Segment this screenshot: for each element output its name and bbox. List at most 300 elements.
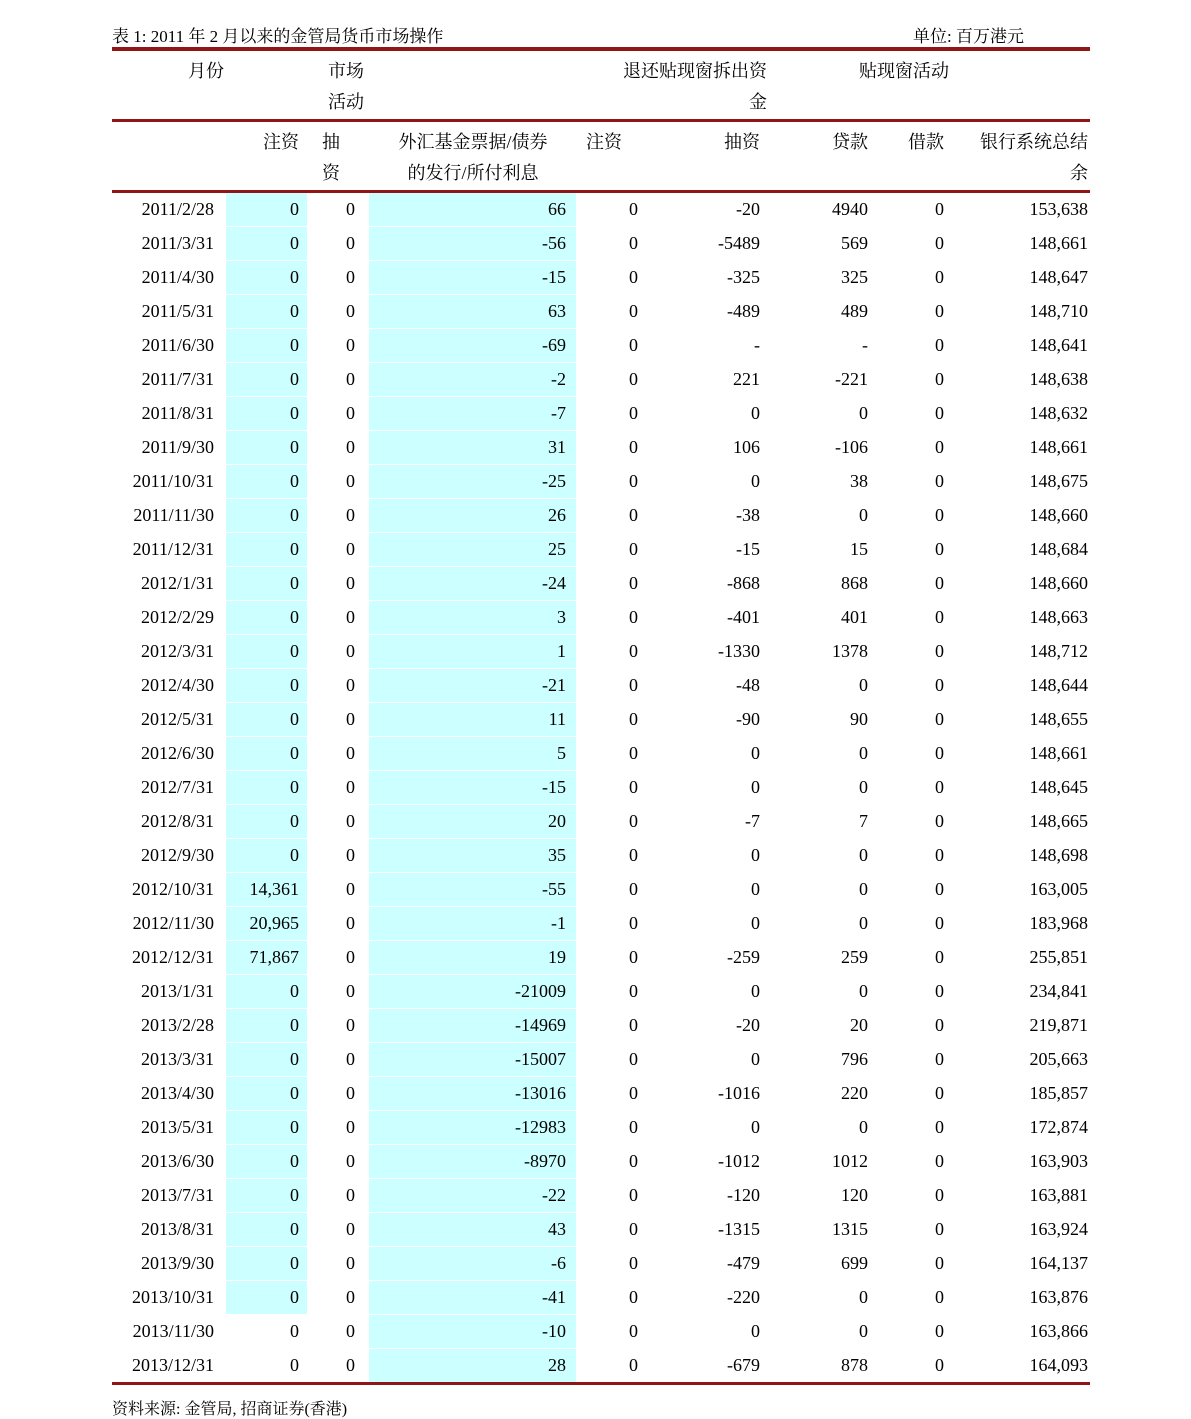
value-cell: 0 (629, 369, 638, 389)
value-cell: 0 (346, 1321, 355, 1341)
value-cell: 0 (935, 981, 944, 1001)
value-cell: 0 (629, 777, 638, 797)
date-cell: 2013/1/31 (140, 981, 214, 1001)
value-cell: 0 (226, 1111, 307, 1145)
value-cell: 0 (935, 573, 944, 593)
value-cell: -20 (736, 1015, 760, 1035)
subheader-aggregate-line1: 银行系统总结 (980, 132, 1088, 152)
value-cell: 43 (369, 1213, 576, 1247)
value-cell: 106 (733, 437, 760, 457)
value-cell: 0 (859, 981, 868, 1001)
value-cell: -56 (369, 227, 576, 261)
value-cell: -48 (736, 675, 760, 695)
value-cell: 0 (226, 431, 307, 465)
value-cell: 0 (629, 335, 638, 355)
value-cell: -6 (369, 1247, 576, 1281)
value-cell: -41 (369, 1281, 576, 1315)
value-cell: -5489 (718, 233, 760, 253)
value-cell: 148,641 (1029, 335, 1088, 355)
value-cell: 0 (751, 879, 760, 899)
date-cell: 2012/1/31 (140, 573, 214, 593)
value-cell: 0 (629, 301, 638, 321)
date-cell: 2012/10/31 (131, 879, 214, 899)
value-cell: 0 (935, 403, 944, 423)
value-cell: 0 (935, 675, 944, 695)
value-cell: 0 (935, 437, 944, 457)
value-cell: 148,638 (1029, 369, 1088, 389)
value-cell: 569 (841, 233, 868, 253)
value-cell: 0 (629, 199, 638, 220)
value-cell: -90 (736, 709, 760, 729)
date-cell: 2011/12/31 (132, 539, 214, 559)
table-caption-row (112, 0, 1090, 47)
value-cell: -7 (369, 397, 576, 431)
table-row (112, 907, 1090, 941)
value-cell: 172,874 (1029, 1117, 1088, 1137)
value-cell: 259 (841, 947, 868, 967)
value-cell: 0 (629, 471, 638, 491)
value-cell: 0 (751, 1321, 760, 1341)
value-cell: 0 (346, 233, 355, 253)
value-cell: 0 (226, 703, 307, 737)
table-row (112, 1043, 1090, 1077)
value-cell: 163,924 (1029, 1219, 1088, 1239)
value-cell: -21 (369, 669, 576, 703)
value-cell: 0 (226, 1179, 307, 1213)
value-cell: 0 (346, 1219, 355, 1239)
subheader-borrow: 借款 (908, 132, 944, 152)
table-row (112, 533, 1090, 567)
value-cell: 0 (226, 1281, 307, 1315)
date-cell: 2012/3/31 (140, 641, 214, 661)
table-row (112, 1315, 1090, 1349)
subheader-ef-bills-line2: 的发行/所付利息 (407, 163, 539, 183)
value-cell: 0 (226, 635, 307, 669)
header-market-activity-line1: 市场 (328, 61, 364, 81)
value-cell: 25 (369, 533, 576, 567)
group-header-row (112, 49, 1090, 121)
table-row (112, 1179, 1090, 1213)
value-cell: 19 (369, 941, 576, 975)
value-cell: -489 (727, 301, 760, 321)
value-cell: 0 (346, 607, 355, 627)
value-cell: -69 (369, 329, 576, 363)
value-cell: 0 (629, 981, 638, 1001)
table-row (112, 601, 1090, 635)
value-cell: 0 (346, 1354, 355, 1375)
value-cell: 185,857 (1029, 1083, 1088, 1103)
value-cell: 0 (751, 471, 760, 491)
table-row (112, 805, 1090, 839)
value-cell: -15 (369, 771, 576, 805)
table-row (112, 975, 1090, 1009)
date-cell: 2011/6/30 (141, 335, 214, 355)
value-cell: 0 (859, 913, 868, 933)
value-cell: 0 (226, 1043, 307, 1077)
date-cell: 2012/9/30 (140, 845, 214, 865)
value-cell: 148,710 (1029, 301, 1088, 321)
data-table (112, 47, 1090, 1385)
value-cell: -15 (369, 261, 576, 295)
value-cell: 489 (841, 301, 868, 321)
date-cell: 2013/8/31 (140, 1219, 214, 1239)
source-note: 资料来源: 金管局, 招商证券(香港) (112, 1401, 348, 1418)
value-cell: 148,661 (1029, 437, 1088, 457)
date-cell: 2011/10/31 (132, 471, 214, 491)
subheader-empty (112, 121, 226, 192)
subheader-aggregate-line2: 余 (1070, 163, 1088, 183)
date-cell: 2013/3/31 (140, 1049, 214, 1069)
value-cell: 0 (751, 1049, 760, 1069)
value-cell: 1315 (832, 1219, 868, 1239)
value-cell: 0 (751, 913, 760, 933)
value-cell: 0 (346, 879, 355, 899)
header-month: 月份 (188, 61, 224, 81)
value-cell: 0 (859, 1117, 868, 1137)
subheader-inject: 注资 (263, 132, 299, 152)
value-cell: 0 (935, 1015, 944, 1035)
table-row (112, 465, 1090, 499)
value-cell: 164,137 (1029, 1253, 1088, 1273)
value-cell: 221 (733, 369, 760, 389)
value-cell: 0 (346, 539, 355, 559)
table-row (112, 1077, 1090, 1111)
value-cell: -1315 (718, 1219, 760, 1239)
value-cell: 220 (841, 1083, 868, 1103)
subheader-withdraw-line2: 资 (322, 163, 340, 183)
value-cell: 0 (629, 743, 638, 763)
value-cell: 219,871 (1029, 1015, 1088, 1035)
value-cell: 325 (841, 267, 868, 287)
value-cell: 0 (226, 261, 307, 295)
value-cell: 0 (629, 1117, 638, 1137)
table-row (112, 363, 1090, 397)
value-cell: 0 (226, 601, 307, 635)
value-cell: 0 (935, 947, 944, 967)
unit-label: 单位: 百万港元 (913, 27, 1024, 46)
value-cell: -22 (369, 1179, 576, 1213)
value-cell: 0 (629, 641, 638, 661)
value-cell: 0 (859, 879, 868, 899)
value-cell: -12983 (369, 1111, 576, 1145)
value-cell: 0 (629, 403, 638, 423)
value-cell: 0 (346, 301, 355, 321)
value-cell: 0 (935, 1219, 944, 1239)
table-block (112, 0, 1090, 1419)
value-cell: 0 (226, 1213, 307, 1247)
value-cell: 148,665 (1029, 811, 1088, 831)
date-cell: 2013/11/30 (132, 1321, 214, 1341)
value-cell: 90 (850, 709, 868, 729)
value-cell: 35 (369, 839, 576, 873)
value-cell: 0 (859, 845, 868, 865)
table-row (112, 737, 1090, 771)
date-cell: 2013/12/31 (131, 1354, 214, 1375)
table-row (112, 635, 1090, 669)
value-cell: 5 (369, 737, 576, 771)
value-cell: 0 (346, 1185, 355, 1205)
value-cell: 0 (346, 811, 355, 831)
value-cell: 153,638 (1029, 199, 1088, 220)
value-cell: 0 (859, 743, 868, 763)
value-cell: 0 (226, 771, 307, 805)
value-cell: -1330 (718, 641, 760, 661)
value-cell: 0 (226, 329, 307, 363)
value-cell: 1 (369, 635, 576, 669)
value-cell: 0 (226, 465, 307, 499)
value-cell: 0 (226, 567, 307, 601)
value-cell: -2 (369, 363, 576, 397)
value-cell: 20 (850, 1015, 868, 1035)
subheader-aggregate-balance (950, 121, 1090, 192)
value-cell: 14,361 (226, 873, 307, 907)
value-cell: 0 (629, 1015, 638, 1035)
date-cell: 2013/9/30 (140, 1253, 214, 1273)
value-cell: 163,881 (1029, 1185, 1088, 1205)
value-cell: 0 (629, 947, 638, 967)
value-cell: 401 (841, 607, 868, 627)
header-spacer-ef (369, 49, 576, 121)
header-discount-repay-line2: 金 (749, 92, 767, 112)
value-cell: -1016 (718, 1083, 760, 1103)
value-cell: 0 (629, 1185, 638, 1205)
value-cell: -38 (736, 505, 760, 525)
value-cell: -8970 (369, 1145, 576, 1179)
value-cell: 205,663 (1029, 1049, 1088, 1069)
value-cell: 15 (850, 539, 868, 559)
value-cell: 0 (751, 845, 760, 865)
value-cell: 0 (226, 499, 307, 533)
value-cell: 0 (935, 1321, 944, 1341)
value-cell: 0 (346, 1151, 355, 1171)
value-cell: 7 (859, 811, 868, 831)
date-cell: 2012/4/30 (140, 675, 214, 695)
value-cell: -21009 (369, 975, 576, 1009)
value-cell: 148,675 (1029, 471, 1088, 491)
value-cell: 0 (935, 777, 944, 797)
value-cell: 0 (629, 1083, 638, 1103)
date-cell: 2011/8/31 (141, 403, 214, 423)
date-cell: 2012/7/31 (140, 777, 214, 797)
value-cell: 0 (629, 1253, 638, 1273)
value-cell: 0 (935, 709, 944, 729)
value-cell: 183,968 (1029, 913, 1088, 933)
value-cell: 0 (935, 369, 944, 389)
value-cell: 0 (226, 533, 307, 567)
value-cell: 0 (935, 233, 944, 253)
value-cell: 148,712 (1029, 641, 1088, 661)
value-cell: 0 (629, 437, 638, 457)
value-cell: 63 (369, 295, 576, 329)
value-cell: 0 (346, 471, 355, 491)
value-cell: 0 (226, 1145, 307, 1179)
value-cell: 796 (841, 1049, 868, 1069)
value-cell: 66 (369, 192, 576, 227)
value-cell: 0 (346, 1253, 355, 1273)
value-cell: 148,632 (1029, 403, 1088, 423)
value-cell: 148,663 (1029, 607, 1088, 627)
value-cell: -55 (369, 873, 576, 907)
date-cell: 2013/5/31 (140, 1117, 214, 1137)
table-row (112, 261, 1090, 295)
value-cell: 0 (629, 607, 638, 627)
value-cell: 699 (841, 1253, 868, 1273)
value-cell: -15007 (369, 1043, 576, 1077)
value-cell: 0 (346, 1049, 355, 1069)
value-cell: 234,841 (1029, 981, 1088, 1001)
value-cell: 0 (346, 675, 355, 695)
value-cell: 11 (369, 703, 576, 737)
value-cell: 0 (346, 505, 355, 525)
table-row (112, 839, 1090, 873)
value-cell: 0 (935, 1117, 944, 1137)
header-discount-activity: 贴现窗活动 (859, 61, 949, 81)
value-cell: 0 (629, 675, 638, 695)
value-cell: 0 (629, 879, 638, 899)
value-cell: 163,876 (1029, 1287, 1088, 1307)
table-row (112, 703, 1090, 737)
value-cell: 0 (935, 1185, 944, 1205)
value-cell: 0 (751, 1117, 760, 1137)
value-cell: -10 (369, 1315, 576, 1349)
date-cell: 2013/6/30 (140, 1151, 214, 1171)
value-cell: 0 (346, 199, 355, 220)
value-cell: 148,684 (1029, 539, 1088, 559)
value-cell: 0 (290, 1354, 299, 1375)
value-cell: 0 (629, 913, 638, 933)
value-cell: 0 (290, 1321, 299, 1342)
value-cell: 26 (369, 499, 576, 533)
value-cell: 0 (859, 1321, 868, 1341)
value-cell: 0 (935, 301, 944, 321)
value-cell: 255,851 (1029, 947, 1088, 967)
value-cell: 0 (751, 743, 760, 763)
value-cell: 0 (935, 811, 944, 831)
value-cell: 0 (935, 505, 944, 525)
value-cell: 0 (629, 1321, 638, 1341)
sub-header-row (112, 121, 1090, 192)
table-row (112, 1247, 1090, 1281)
date-cell: 2011/9/30 (141, 437, 214, 457)
value-cell: 0 (346, 709, 355, 729)
value-cell: 148,698 (1029, 845, 1088, 865)
value-cell: 0 (935, 1287, 944, 1307)
date-cell: 2013/2/28 (140, 1015, 214, 1035)
value-cell: 0 (935, 1049, 944, 1069)
table-row (112, 431, 1090, 465)
value-cell: -15 (736, 539, 760, 559)
value-cell: 868 (841, 573, 868, 593)
subheader-loan: 贷款 (832, 132, 868, 152)
value-cell: 0 (629, 1151, 638, 1171)
table-row (112, 499, 1090, 533)
value-cell: 0 (346, 369, 355, 389)
date-cell: 2011/3/31 (141, 233, 214, 253)
value-cell: 0 (226, 1077, 307, 1111)
value-cell: 0 (346, 777, 355, 797)
value-cell: 0 (859, 505, 868, 525)
value-cell: 4940 (832, 199, 868, 220)
value-cell: 0 (935, 335, 944, 355)
header-discount-repay-line1: 退还贴现窗拆出资 (623, 61, 767, 81)
value-cell: 0 (629, 811, 638, 831)
value-cell: 0 (226, 737, 307, 771)
value-cell: -401 (727, 607, 760, 627)
value-cell: 0 (629, 233, 638, 253)
value-cell: 1012 (832, 1151, 868, 1171)
date-cell: 2012/5/31 (140, 709, 214, 729)
subheader-ef-bills-line1: 外汇基金票据/债券 (398, 132, 548, 152)
value-cell: -25 (369, 465, 576, 499)
value-cell: -325 (727, 267, 760, 287)
value-cell: 0 (935, 1354, 944, 1375)
value-cell: 28 (369, 1349, 576, 1384)
value-cell: 0 (629, 573, 638, 593)
value-cell: 0 (629, 1287, 638, 1307)
value-cell: 0 (226, 192, 307, 227)
value-cell: 0 (629, 1219, 638, 1239)
value-cell: 0 (629, 1049, 638, 1069)
table-row (112, 1349, 1090, 1384)
date-cell: 2012/6/30 (140, 743, 214, 763)
header-market-activity-line2: 活动 (328, 92, 364, 112)
value-cell: 0 (226, 805, 307, 839)
value-cell: 0 (346, 1287, 355, 1307)
date-cell: 2012/11/30 (132, 913, 214, 933)
value-cell: 0 (935, 1253, 944, 1273)
value-cell: 0 (935, 743, 944, 763)
value-cell: -1012 (718, 1151, 760, 1171)
value-cell: -20 (736, 199, 760, 220)
subheader-withdraw (307, 121, 369, 192)
value-cell: 0 (935, 845, 944, 865)
value-cell: 0 (346, 403, 355, 423)
date-cell: 2012/2/29 (140, 607, 214, 627)
value-cell: 0 (629, 267, 638, 287)
value-cell: 0 (935, 471, 944, 491)
value-cell: 31 (369, 431, 576, 465)
value-cell: 0 (346, 335, 355, 355)
table-row (112, 329, 1090, 363)
date-cell: 2011/7/31 (141, 369, 214, 389)
table-row (112, 1145, 1090, 1179)
value-cell: 148,661 (1029, 233, 1088, 253)
value-cell: 0 (226, 1009, 307, 1043)
date-cell: 2012/8/31 (140, 811, 214, 831)
date-cell: 2013/10/31 (131, 1287, 214, 1307)
value-cell: - (754, 335, 760, 355)
value-cell: 0 (346, 743, 355, 763)
value-cell: 1378 (832, 641, 868, 661)
subheader-inject2: 注资 (586, 132, 622, 152)
value-cell: 0 (226, 669, 307, 703)
value-cell: -1 (369, 907, 576, 941)
value-cell: 0 (629, 505, 638, 525)
value-cell: -868 (727, 573, 760, 593)
value-cell: 0 (935, 267, 944, 287)
table-row (112, 397, 1090, 431)
value-cell: 0 (346, 947, 355, 967)
header-spacer-balance (950, 49, 1090, 121)
value-cell: 0 (629, 1354, 638, 1375)
value-cell: 0 (751, 403, 760, 423)
value-cell: 38 (850, 471, 868, 491)
table-body (112, 192, 1090, 1384)
value-cell: 0 (629, 539, 638, 559)
value-cell: 0 (226, 839, 307, 873)
table-title: 表 1: 2011 年 2 月以来的金管局货币市场操作 (112, 27, 444, 46)
value-cell: 0 (346, 267, 355, 287)
